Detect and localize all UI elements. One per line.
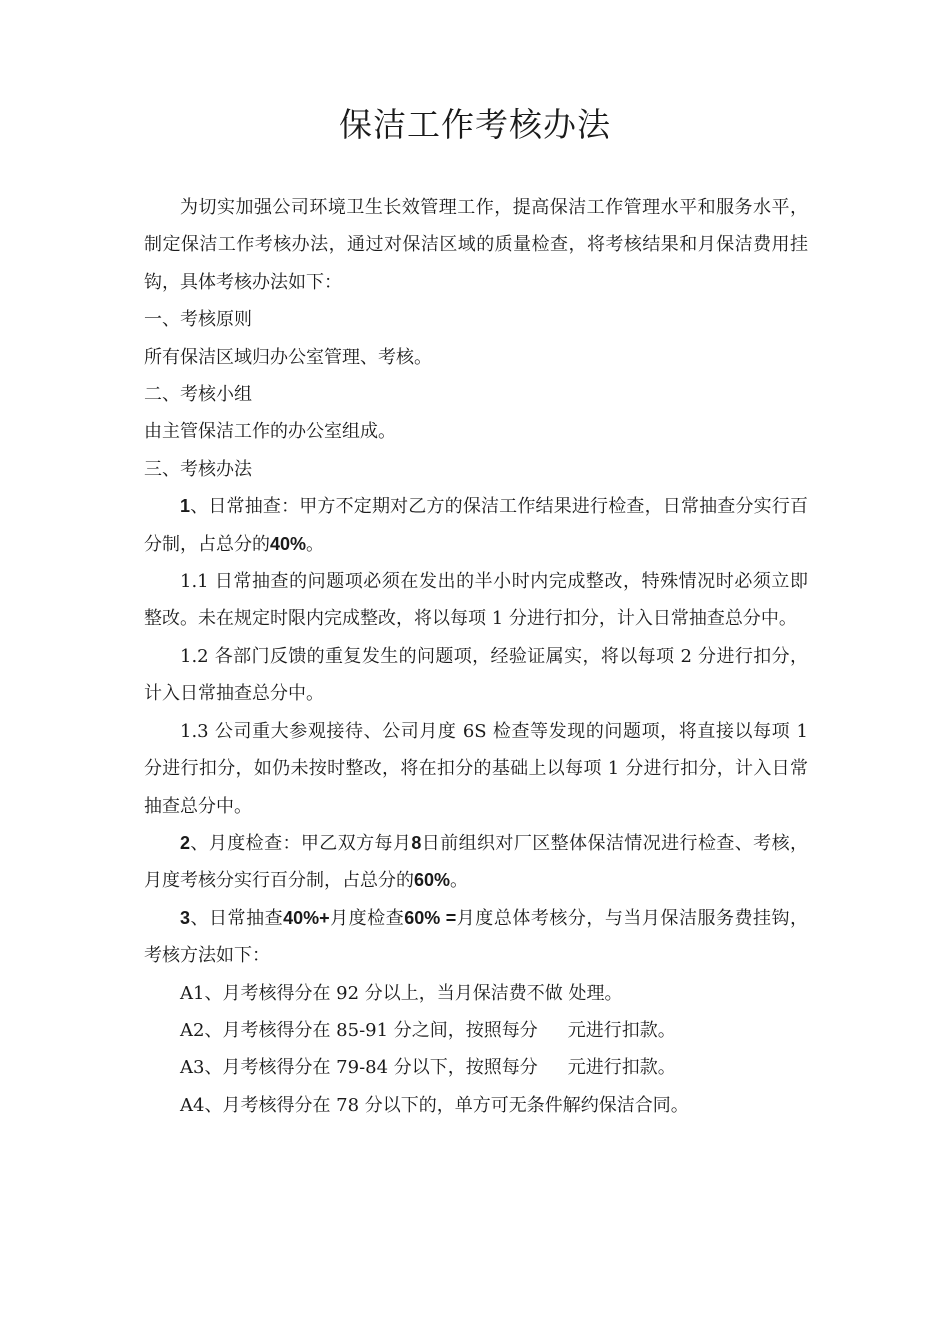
grade-a2 [144, 1012, 808, 1049]
grade-a3 [144, 1049, 808, 1086]
item-text: 。 [306, 533, 325, 555]
item-text: 、日常抽查 [190, 907, 284, 929]
item-number: 2 [180, 832, 191, 853]
item-text: 、日常抽查：甲方不定期对乙方的保洁工作结果进行检查，日常抽查分实行百分制，占总分的 [144, 496, 808, 555]
grade-text: 元进行扣款。 [567, 1057, 676, 1079]
grade-a4: A4、月考核得分在 78 分以下的，单方可无条件解约保洁合同。 [180, 1094, 689, 1116]
item-number: 3 [180, 907, 191, 928]
item-number: 1 [180, 496, 191, 517]
document-body [144, 189, 808, 1124]
item-text: 日前组织对厂区整体保洁情况进行检查、考核，月度考核分实行百分制，占总分的 [144, 832, 809, 892]
item-percent: 40%+ [283, 907, 330, 928]
item-text: 月度检查 [329, 907, 405, 929]
item-total-score [144, 900, 808, 975]
item-text: 。 [450, 870, 469, 892]
grade-text: A3、月考核得分在 79-84 分以下，按照每分 [180, 1057, 538, 1079]
subitem-1-1: 1.1 日常抽查的问题项必须在发出的半小时内完成整改，特殊情况时必须立即整改。未在规定时限内完成整改，将以每项 1 分进行扣分，计入日常抽查总分中。 [144, 571, 808, 630]
item-percent: 60% = [404, 907, 457, 928]
document-title: 保洁工作考核办法 [339, 105, 611, 144]
item-daily-check [144, 488, 808, 563]
section-heading-team: 二、考核小组 [144, 384, 252, 406]
subitem-1-3: 1.3 公司重大参观接待、公司月度 6S 检查等发现的问题项，将直接以每项 1 分进行扣分，如仍未按时整改，将在扣分的基础上以每项 1 分进行扣分，计入日常抽查总分中。 [144, 720, 808, 817]
section-text-principle: 所有保洁区域归办公室管理、考核。 [144, 346, 432, 368]
item-text: 月度总体考核分，与当月保洁服务费挂钩，考核方法如下： [144, 907, 809, 967]
item-day: 8 [411, 832, 422, 853]
intro-paragraph: 为切实加强公司环境卫生长效管理工作，提高保洁工作管理水平和服务水平，制定保洁工作考核办法，通过对保洁区域的质量检查，将考核结果和月保洁费用挂钩，具体考核办法如下： [144, 197, 808, 293]
grade-a1: A1、月考核得分在 92 分以上，当月保洁费不做 处理。 [180, 982, 623, 1004]
section-heading-method: 三、考核办法 [144, 458, 252, 480]
item-monthly-check [144, 825, 808, 900]
grade-text: A2、月考核得分在 85-91 分之间，按照每分 [180, 1019, 538, 1041]
item-text: 、月度检查：甲乙双方每月 [190, 832, 412, 854]
item-percent: 40% [270, 533, 307, 554]
section-heading-principle: 一、考核原则 [144, 309, 252, 331]
subitem-1-2: 1.2 各部门反馈的重复发生的问题项，经验证属实，将以每项 2 分进行扣分，计入日常抽查总分中。 [144, 645, 808, 705]
grade-text: 元进行扣款。 [567, 1019, 676, 1041]
section-text-team: 由主管保洁工作的办公室组成。 [144, 421, 396, 443]
item-percent: 60% [414, 870, 451, 891]
